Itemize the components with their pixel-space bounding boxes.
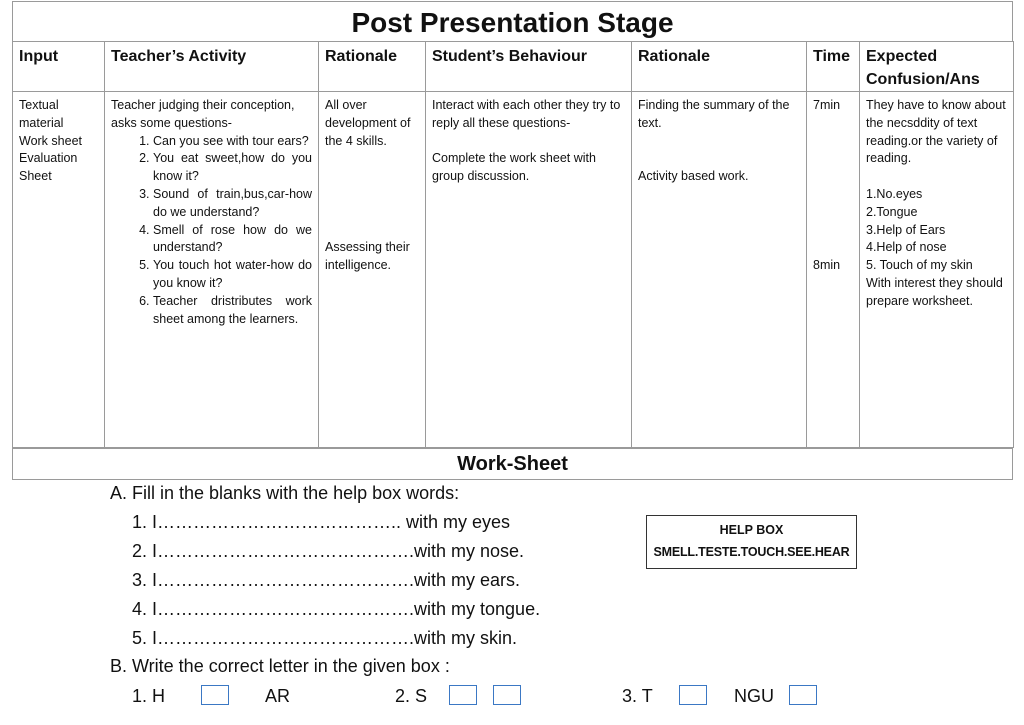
- help-box-title: HELP BOX: [719, 523, 784, 537]
- time-value: 8min: [813, 258, 841, 273]
- header-time: Time: [807, 42, 860, 92]
- table-row: [13, 92, 1014, 448]
- rationale-cell: [319, 92, 426, 448]
- header-expected: Expected Confusion/Ans: [860, 42, 1014, 92]
- letter-item-label: 2. S: [395, 686, 428, 706]
- time-value: 7min: [813, 98, 841, 112]
- letter-item-suffix: NGU: [734, 686, 774, 706]
- expected-answer: 3.Help of Ears: [866, 222, 946, 237]
- expected-answer: 4.Help of nose: [866, 240, 947, 255]
- expected-closing: With interest they should prepare worksheet.: [866, 275, 1003, 308]
- fill-blank-item: 2. I…………………………………….with my nose.: [132, 541, 525, 561]
- header-rationale: Rationale: [319, 42, 426, 92]
- input-line: Evaluation: [19, 151, 78, 166]
- lesson-plan-table: [12, 41, 1014, 448]
- worksheet-title: Work-Sheet: [12, 448, 1013, 480]
- part-a-heading: A. Fill in the blanks with the help box words:: [110, 483, 460, 503]
- fill-blank-item: 3. I…………………………………….with my ears.: [132, 570, 521, 590]
- question-item: 5. You touch hot water-how do you know it?: [153, 257, 312, 293]
- fill-blank-item: 4. I…………………………………….with my tongue.: [132, 599, 541, 619]
- expected-answer: 2.Tongue: [866, 204, 918, 219]
- expected-answer: 5. Touch of my skin: [866, 258, 973, 273]
- question-list: [111, 133, 312, 329]
- letter-item-label: 3. T: [622, 686, 653, 706]
- letter-item-label: 1. H: [132, 686, 166, 706]
- answer-box[interactable]: [789, 685, 817, 705]
- question-item: 3. Sound of train,bus,car-how do we understand?: [153, 186, 312, 222]
- input-line: material: [19, 115, 64, 130]
- header-teacher-activity: Teacher’s Activity: [105, 42, 319, 92]
- part-b-heading: B. Write the correct letter in the given box :: [110, 656, 450, 676]
- time-cell: [807, 92, 860, 448]
- header-rationale-2: Rationale: [632, 42, 807, 92]
- question-item: 2. You eat sweet,how do you know it?: [153, 150, 312, 186]
- expected-answer: 1.No.eyes: [866, 186, 923, 201]
- teacher-activity-cell: [105, 92, 319, 448]
- help-box-words: SMELL.TESTE.TOUCH.SEE.HEAR: [653, 545, 850, 559]
- header-student-behaviour: Student’s Behaviour: [426, 42, 632, 92]
- letter-item-suffix: AR: [265, 686, 291, 706]
- teacher-intro: Teacher judging their conception, asks some questions-: [111, 98, 295, 130]
- expected-intro: They have to know about the necsddity of text reading.or the variety of reading.: [866, 98, 1006, 166]
- help-box: [646, 515, 857, 569]
- rationale-text: Assessing their intelligence.: [325, 240, 410, 273]
- expected-cell: [860, 92, 1014, 448]
- student-text: Interact with each other they try to reply all these questions-: [432, 98, 621, 130]
- rationale-text: All over development of the 4 skills.: [325, 98, 411, 148]
- question-item: 1. Can you see with tour ears?: [153, 133, 312, 151]
- question-item: 4. Smell of rose how do we understand?: [153, 222, 312, 258]
- answer-box[interactable]: [449, 685, 477, 705]
- fill-blank-item: 5. I…………………………………….with my skin.: [132, 628, 518, 648]
- fill-blank-item: 1. I………………………………….. with my eyes: [132, 512, 511, 532]
- page-title: Post Presentation Stage: [12, 1, 1013, 42]
- rationale-2-text: Finding the summary of the text.: [638, 98, 790, 130]
- input-line: Textual: [19, 98, 59, 112]
- input-cell: [13, 92, 105, 448]
- question-item: 6. Teacher dristributes work sheet among the learners.: [153, 293, 312, 329]
- input-line: Sheet: [19, 169, 52, 184]
- input-line: Work sheet: [19, 133, 82, 148]
- answer-box[interactable]: [201, 685, 229, 705]
- rationale-2-text: Activity based work.: [638, 169, 749, 184]
- answer-box[interactable]: [493, 685, 521, 705]
- student-text: Complete the work sheet with group discussion.: [432, 151, 596, 184]
- table-header-row: [13, 42, 1014, 92]
- header-input: Input: [13, 42, 105, 92]
- student-behaviour-cell: [426, 92, 632, 448]
- answer-box[interactable]: [679, 685, 707, 705]
- rationale-2-cell: [632, 92, 807, 448]
